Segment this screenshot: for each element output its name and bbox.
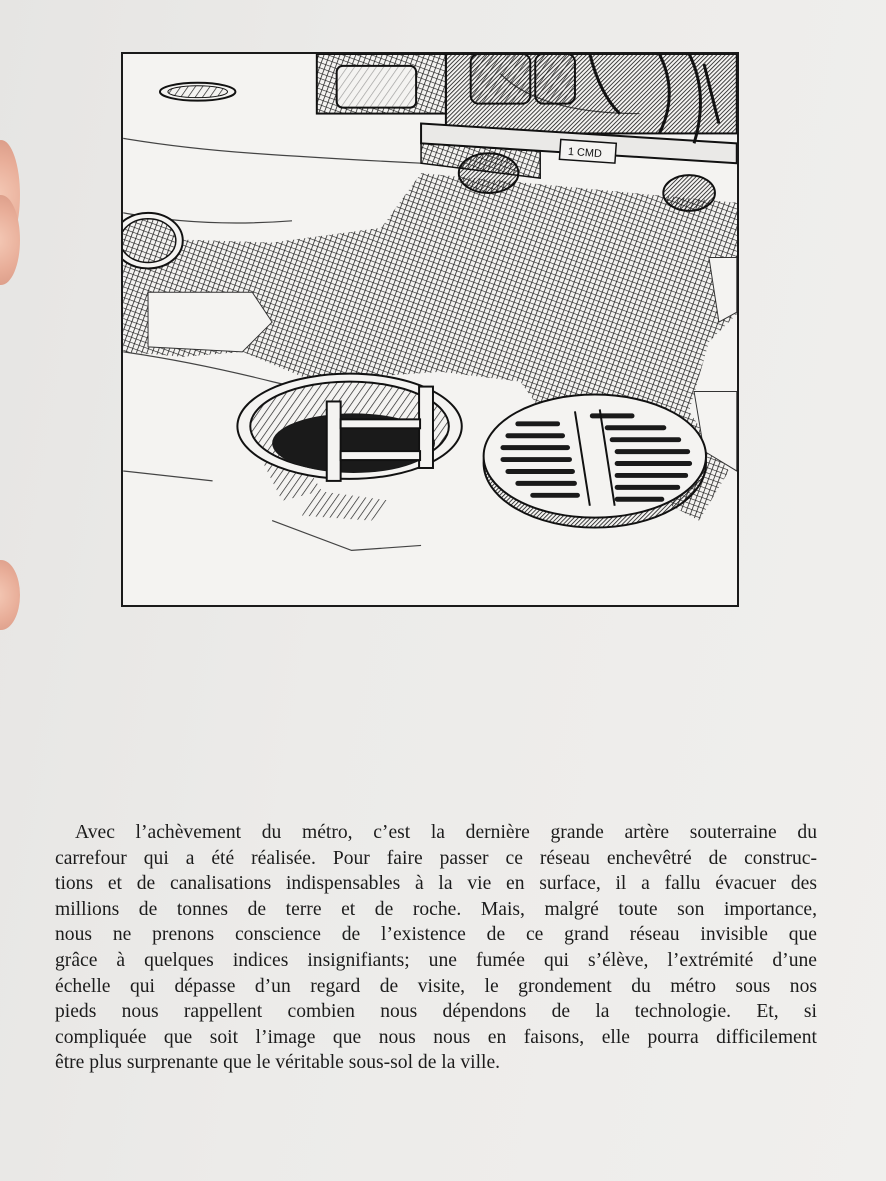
distant-manhole-cover bbox=[160, 83, 235, 101]
paragraph-line: pieds nous rappellent combien nous dépendons de la technologie. Et, si bbox=[55, 1001, 817, 1023]
manhole-illustration bbox=[121, 52, 739, 607]
paragraph-line: échelle qui dépasse d’un regard de visite, le grondement du métro sous nos bbox=[55, 975, 817, 997]
body-paragraph bbox=[55, 820, 817, 1076]
finger-bottom bbox=[0, 560, 20, 630]
paragraph-line: compliquée que soit l’image que nous nous en faisons, elle pourra difficilement bbox=[55, 1026, 817, 1048]
paragraph-line: être plus surprenante que le véritable sous-sol de la ville. bbox=[55, 1052, 501, 1074]
paragraph-line: millions de tonnes de terre et de roche. Mais, malgré toute son importance, bbox=[55, 898, 817, 920]
paragraph-line: nous ne prenons conscience de l’existence de ce grand réseau invisible que bbox=[55, 924, 817, 946]
paragraph-line: tions et de canalisations indispensables à la vie en surface, il a fallu évacuer des bbox=[55, 873, 817, 895]
paragraph-line: grâce à quelques indices insignifiants; une fumée qui s’élève, l’extrémité d’une bbox=[55, 949, 817, 971]
manhole-grate bbox=[484, 395, 706, 528]
license-plate: 1 CMD bbox=[567, 145, 603, 161]
left-manhole-cover bbox=[123, 213, 183, 269]
open-manhole bbox=[237, 374, 461, 481]
paragraph-line: carrefour qui a été réalisée. Pour faire passer ce réseau enchevêtré de construc- bbox=[55, 847, 817, 869]
paragraph-line: Avec l’achèvement du métro, c’est la dernière grande artère souterraine du bbox=[75, 822, 817, 843]
